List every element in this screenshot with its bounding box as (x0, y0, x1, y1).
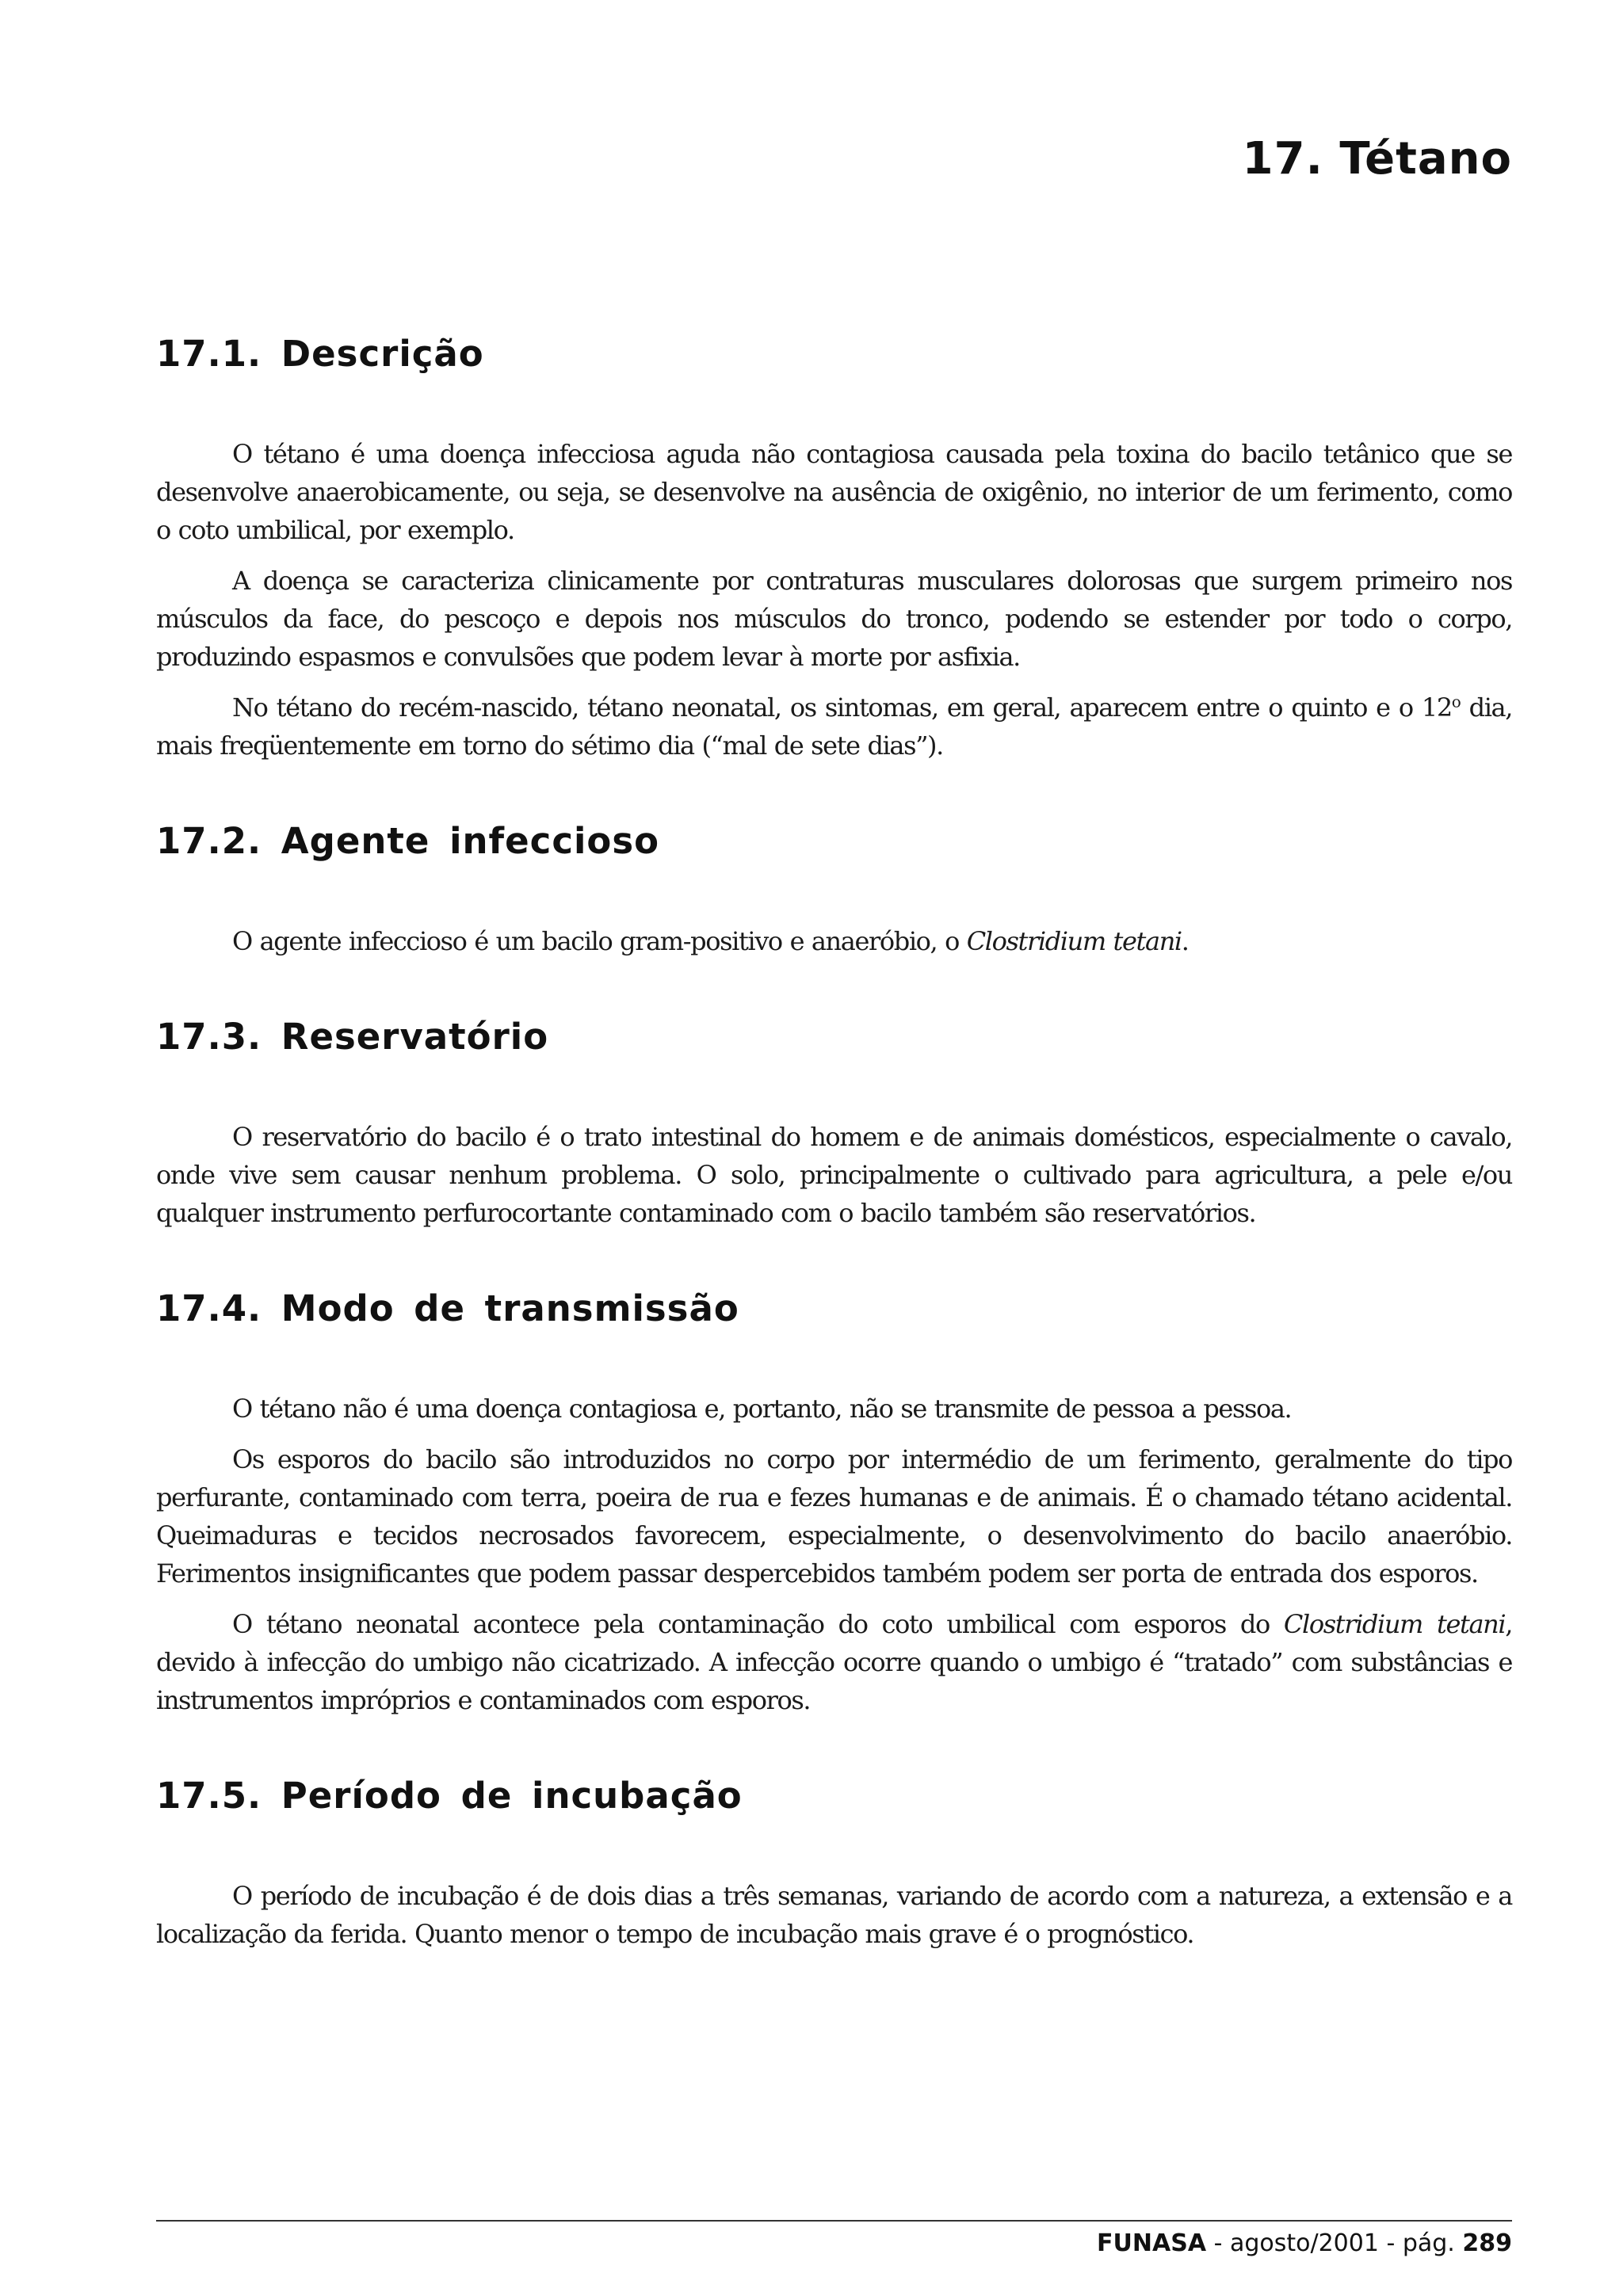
section-heading: 17.1. Descrição (156, 333, 484, 375)
section-heading: 17.3. Reservatório (156, 1016, 549, 1058)
text-run: O tétano neonatal acontece pela contaminação do coto umbilical com esporos do (232, 1609, 1284, 1639)
paragraph: O tétano é uma doença infecciosa aguda não contagiosa causada pela toxina do bacilo tetânico que se desenvolve anaerobicamente, ou seja, se desenvolve na ausência de oxigênio, no interior de um ferimento, como o coto umbilical, por exemplo. (156, 439, 1512, 545)
section-reservatorio (156, 1016, 1512, 1232)
section-heading: 17.4. Modo de transmissão (156, 1287, 739, 1329)
species-name: Clostridium tetani (966, 926, 1182, 956)
chapter-title: 17. Tétano (1242, 133, 1512, 185)
ordinal-superscript: o (1451, 692, 1461, 711)
footer-brand: FUNASA (1097, 2229, 1207, 2257)
text-run: , devido à infecção do umbigo não cicatrizado. A infecção ocorre quando o umbigo é “tratado” com substâncias e instrumentos impróprios e contaminados com esporos. (156, 1609, 1512, 1715)
paragraph: O tétano não é uma doença contagiosa e, portanto, não se transmite de pessoa a pessoa. (232, 1394, 1292, 1424)
section-agente-infeccioso (156, 820, 1512, 960)
species-name: Clostridium tetani (1283, 1609, 1506, 1639)
text-run: . (1181, 926, 1189, 956)
footer-date: - agosto/2001 - pág. (1206, 2229, 1463, 2257)
page-footer (1097, 2229, 1512, 2257)
footer-divider (156, 2220, 1512, 2222)
paragraph: Os esporos do bacilo são introduzidos no corpo por intermédio de um ferimento, geralmente do tipo perfurante, contaminado com terra, poeira de rua e fezes humanas e de animais. É o chamado tétano acidental. Queimaduras e tecidos necrosados favorecem, especialmente, o desenvolvimento do bacilo anaeróbio. Ferimentos insignificantes que podem passar despercebidos também podem ser porta de entrada dos esporos. (156, 1444, 1512, 1589)
section-heading: 17.5. Período de incubação (156, 1775, 743, 1817)
text-run: O agente infeccioso é um bacilo gram-positivo e anaeróbio, o (232, 926, 967, 956)
document-body (156, 333, 1512, 1966)
paragraph (156, 688, 1512, 765)
paragraph (156, 1605, 1512, 1719)
text-run: dia, mais freqüentemente em torno do sétimo dia (“mal de sete dias”). (156, 692, 1512, 761)
text-run: No tétano do recém-nascido, tétano neonatal, os sintomas, em geral, aparecem entre o quinto e o 12 (232, 692, 1452, 723)
section-periodo-de-incubacao (156, 1775, 1512, 1953)
section-descricao (156, 333, 1512, 765)
paragraph: O reservatório do bacilo é o trato intestinal do homem e de animais domésticos, especialmente o cavalo, onde vive sem causar nenhum problema. O solo, principalmente o cultivado para agricultura, a pele e/ou qualquer instrumento perfurocortante contaminado com o bacilo também são reservatórios. (156, 1122, 1512, 1228)
page-number: 289 (1462, 2229, 1512, 2257)
paragraph: O período de incubação é de dois dias a três semanas, variando de acordo com a natureza, a extensão e a localização da ferida. Quanto menor o tempo de incubação mais grave é o prognóstico. (156, 1881, 1512, 1949)
paragraph (156, 922, 1512, 960)
section-heading: 17.2. Agente infeccioso (156, 820, 660, 862)
section-modo-de-transmissao (156, 1287, 1512, 1719)
paragraph: A doença se caracteriza clinicamente por contraturas musculares dolorosas que surgem primeiro nos músculos da face, do pescoço e depois nos músculos do tronco, podendo se estender por todo o corpo, produzindo espasmos e convulsões que podem levar à morte por asfixia. (156, 566, 1512, 672)
